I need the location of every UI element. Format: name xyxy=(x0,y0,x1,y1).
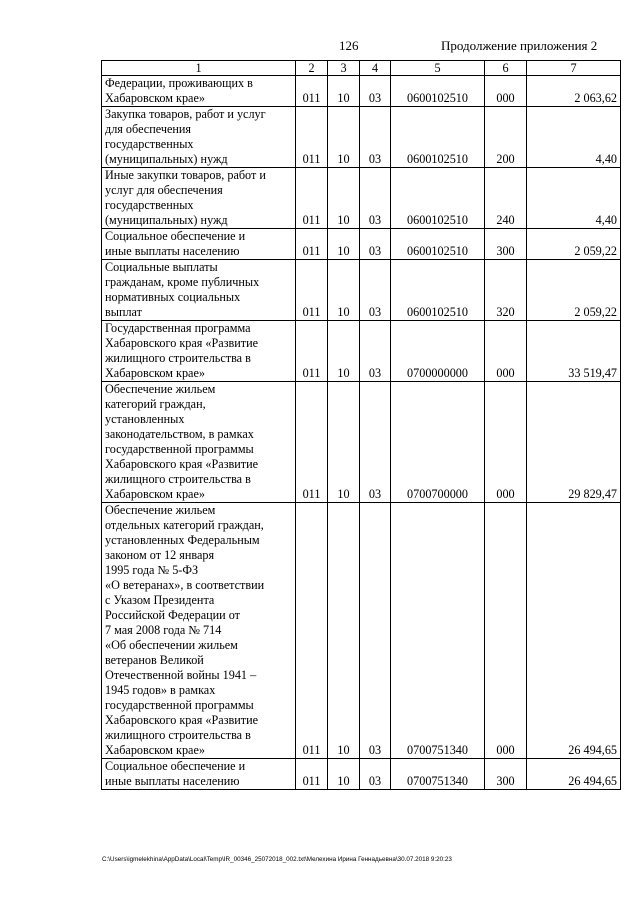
subsection-code-cell: 03 xyxy=(360,382,391,503)
description-line: отдельных категорий граждан, xyxy=(105,518,264,532)
table-row xyxy=(102,759,621,790)
subsection-code-cell: 03 xyxy=(360,260,391,321)
subsection-code-cell: 03 xyxy=(360,168,391,229)
row-description xyxy=(102,107,296,168)
description-line: (муниципальных) нужд xyxy=(105,213,228,227)
admin-code-cell: 011 xyxy=(296,382,328,503)
section-code-cell: 10 xyxy=(328,168,360,229)
description-line: Хабаровском крае» xyxy=(105,487,205,501)
description-line: Закупка товаров, работ и услуг xyxy=(105,107,266,121)
description-line: жилищного строительства в xyxy=(105,472,251,486)
description-line: Социальное обеспечение и xyxy=(105,229,246,243)
description-line: Обеспечение жильем xyxy=(105,382,216,396)
description-line: государственных xyxy=(105,137,194,151)
description-line: жилищного строительства в xyxy=(105,728,251,742)
expense-type-cell: 240 xyxy=(485,168,527,229)
description-line: государственных xyxy=(105,198,194,212)
table-header-row xyxy=(102,61,621,76)
description-line: Отечественной войны 1941 – xyxy=(105,668,257,682)
column-header: 3 xyxy=(328,61,360,76)
admin-code-cell: 011 xyxy=(296,229,328,260)
description-line: для обеспечения xyxy=(105,122,192,136)
description-line: 1945 годов» в рамках xyxy=(105,683,216,697)
expense-type-cell: 000 xyxy=(485,76,527,107)
subsection-code-cell: 03 xyxy=(360,759,391,790)
description-line: законом от 12 января xyxy=(105,548,215,562)
target-article-cell: 0600102510 xyxy=(391,107,485,168)
target-article-cell: 0700700000 xyxy=(391,382,485,503)
description-line: государственной программы xyxy=(105,698,254,712)
amount-cell: 26 494,65 xyxy=(527,759,621,790)
admin-code-cell: 011 xyxy=(296,76,328,107)
section-code-cell: 10 xyxy=(328,321,360,382)
description-line: Федерации, проживающих в xyxy=(105,76,253,90)
subsection-code-cell: 03 xyxy=(360,107,391,168)
target-article-cell: 0700000000 xyxy=(391,321,485,382)
description-line: Иные закупки товаров, работ и xyxy=(105,168,266,182)
amount-cell: 2 059,22 xyxy=(527,260,621,321)
description-line: установленных Федеральным xyxy=(105,533,260,547)
row-description xyxy=(102,382,296,503)
table-row xyxy=(102,168,621,229)
admin-code-cell: 011 xyxy=(296,321,328,382)
row-description xyxy=(102,321,296,382)
column-header: 5 xyxy=(391,61,485,76)
subsection-code-cell: 03 xyxy=(360,229,391,260)
description-line: Хабаровского края «Развитие xyxy=(105,457,259,471)
description-line: категорий граждан, xyxy=(105,397,206,411)
section-code-cell: 10 xyxy=(328,759,360,790)
admin-code-cell: 011 xyxy=(296,759,328,790)
section-code-cell: 10 xyxy=(328,107,360,168)
description-line: иные выплаты населению xyxy=(105,244,240,258)
column-header: 4 xyxy=(360,61,391,76)
description-line: Хабаровского края «Развитие xyxy=(105,336,259,350)
description-line: Хабаровском крае» xyxy=(105,743,205,757)
amount-cell: 4,40 xyxy=(527,107,621,168)
description-line: Хабаровском крае» xyxy=(105,91,205,105)
description-line: Государственная программа xyxy=(105,321,251,335)
subsection-code-cell: 03 xyxy=(360,503,391,759)
row-description xyxy=(102,229,296,260)
description-line: Социальные выплаты xyxy=(105,260,218,274)
amount-cell: 26 494,65 xyxy=(527,503,621,759)
description-line: нормативных социальных xyxy=(105,290,241,304)
table-row xyxy=(102,229,621,260)
amount-cell: 2 059,22 xyxy=(527,229,621,260)
description-line: Российской Федерации от xyxy=(105,608,240,622)
description-line: «О ветеранах», в соответствии xyxy=(105,578,265,592)
description-line: Хабаровского края «Развитие xyxy=(105,713,259,727)
file-path-footer: C:\Users\igmelekhina\AppData\Local\Temp\IR_00346_25072018_002.txt\Мелехина Ирина Геннадьевна\30.07.2018 9:20:23 xyxy=(102,856,452,863)
admin-code-cell: 011 xyxy=(296,107,328,168)
amount-cell: 29 829,47 xyxy=(527,382,621,503)
expense-type-cell: 000 xyxy=(485,382,527,503)
expense-type-cell: 000 xyxy=(485,503,527,759)
target-article-cell: 0700751340 xyxy=(391,759,485,790)
target-article-cell: 0600102510 xyxy=(391,229,485,260)
table-body xyxy=(102,61,621,790)
subsection-code-cell: 03 xyxy=(360,321,391,382)
description-line: Социальное обеспечение и xyxy=(105,759,246,773)
description-line: государственной программы xyxy=(105,442,254,456)
target-article-cell: 0600102510 xyxy=(391,168,485,229)
description-line: с Указом Президента xyxy=(105,593,215,607)
subsection-code-cell: 03 xyxy=(360,76,391,107)
description-line: ветеранов Великой xyxy=(105,653,204,667)
admin-code-cell: 011 xyxy=(296,168,328,229)
table-row xyxy=(102,321,621,382)
description-line: (муниципальных) нужд xyxy=(105,152,228,166)
section-code-cell: 10 xyxy=(328,503,360,759)
description-line: иные выплаты населению xyxy=(105,774,240,788)
expense-type-cell: 300 xyxy=(485,229,527,260)
description-line: гражданам, кроме публичных xyxy=(105,275,260,289)
column-header: 6 xyxy=(485,61,527,76)
description-line: выплат xyxy=(105,305,142,319)
table-row xyxy=(102,76,621,107)
section-code-cell: 10 xyxy=(328,229,360,260)
row-description xyxy=(102,260,296,321)
row-description xyxy=(102,76,296,107)
row-description xyxy=(102,759,296,790)
description-line: Хабаровском крае» xyxy=(105,366,205,380)
column-header: 2 xyxy=(296,61,328,76)
section-code-cell: 10 xyxy=(328,260,360,321)
expense-type-cell: 320 xyxy=(485,260,527,321)
page-number: 126 xyxy=(339,38,359,53)
row-description xyxy=(102,168,296,229)
target-article-cell: 0600102510 xyxy=(391,260,485,321)
description-line: Обеспечение жильем xyxy=(105,503,216,517)
expense-type-cell: 200 xyxy=(485,107,527,168)
description-line: услуг для обеспечения xyxy=(105,183,223,197)
table-row xyxy=(102,503,621,759)
expense-type-cell: 000 xyxy=(485,321,527,382)
continuation-label: Продолжение приложения 2 xyxy=(441,38,598,53)
amount-cell: 4,40 xyxy=(527,168,621,229)
table-row xyxy=(102,107,621,168)
description-line: 1995 года № 5-ФЗ xyxy=(105,563,199,577)
section-code-cell: 10 xyxy=(328,76,360,107)
admin-code-cell: 011 xyxy=(296,503,328,759)
amount-cell: 2 063,62 xyxy=(527,76,621,107)
description-line: 7 мая 2008 года № 714 xyxy=(105,623,222,637)
table-row xyxy=(102,382,621,503)
amount-cell: 33 519,47 xyxy=(527,321,621,382)
target-article-cell: 0600102510 xyxy=(391,76,485,107)
description-line: «Об обеспечении жильем xyxy=(105,638,238,652)
description-line: жилищного строительства в xyxy=(105,351,251,365)
row-description xyxy=(102,503,296,759)
description-line: законодательством, в рамках xyxy=(105,427,254,441)
budget-table xyxy=(101,60,621,790)
section-code-cell: 10 xyxy=(328,382,360,503)
column-header: 7 xyxy=(527,61,621,76)
expense-type-cell: 300 xyxy=(485,759,527,790)
column-header: 1 xyxy=(102,61,296,76)
target-article-cell: 0700751340 xyxy=(391,503,485,759)
table-row xyxy=(102,260,621,321)
description-line: установленных xyxy=(105,412,185,426)
admin-code-cell: 011 xyxy=(296,260,328,321)
